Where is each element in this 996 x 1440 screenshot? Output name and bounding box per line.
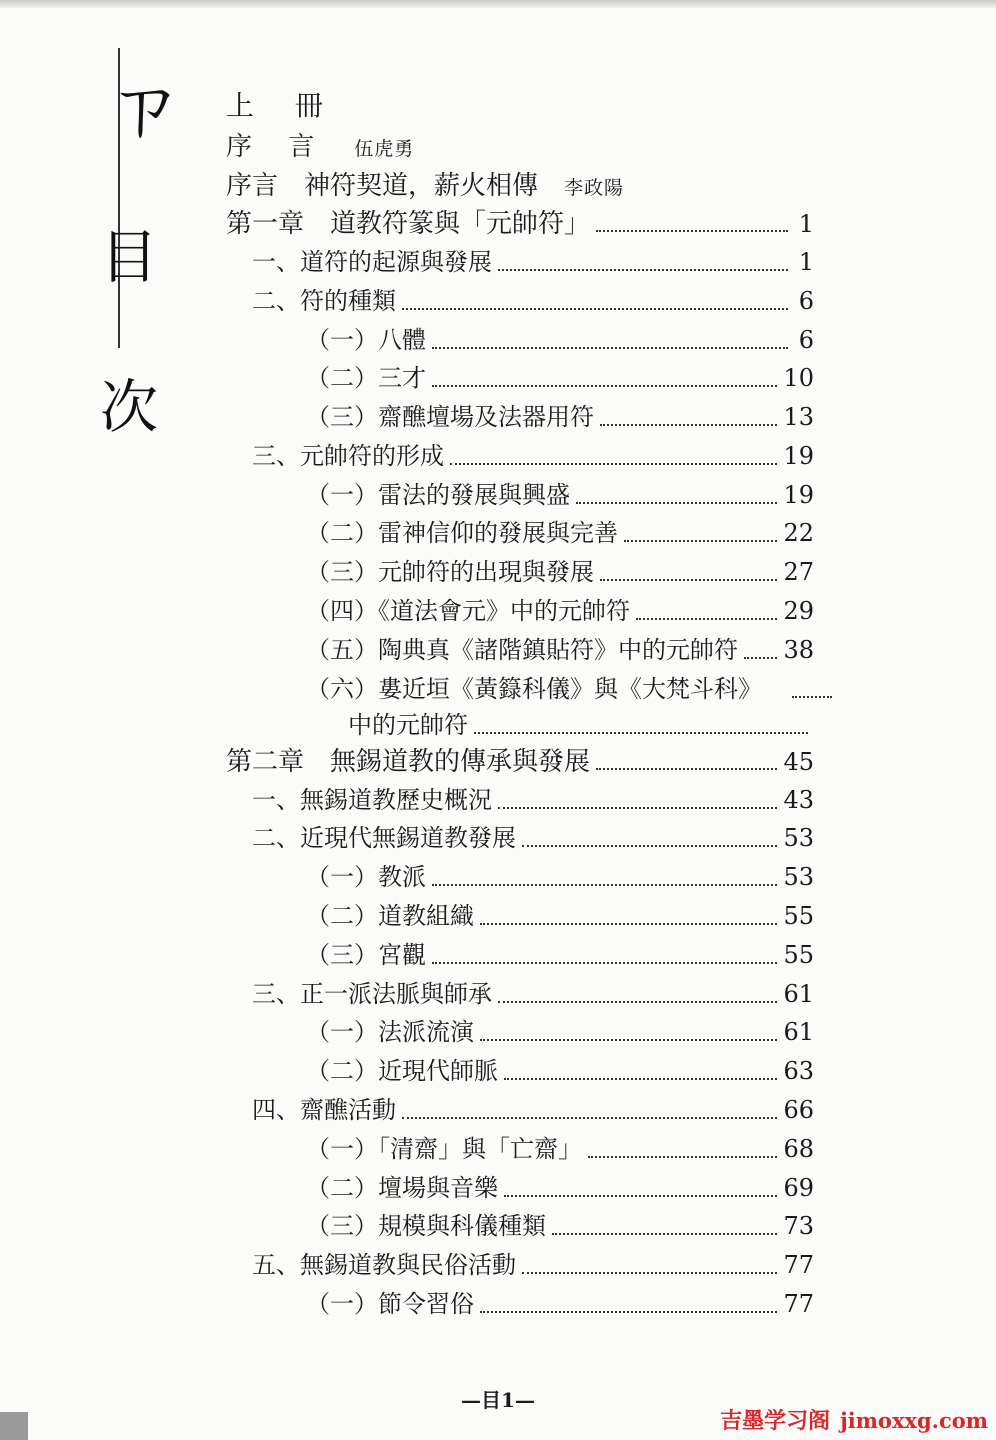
dot-leader xyxy=(480,1310,777,1313)
entry-page: 77 xyxy=(783,1251,814,1279)
dot-leader xyxy=(596,767,777,770)
dot-leader xyxy=(624,539,777,542)
entry-page: 10 xyxy=(783,364,814,392)
entry-title: 四、齋醮活動 xyxy=(252,1096,396,1124)
toc-entry-section[interactable] xyxy=(252,974,814,1010)
toc-entry-section[interactable] xyxy=(252,780,814,816)
toc-entry-chapter[interactable] xyxy=(226,741,814,777)
toc-entry-section[interactable] xyxy=(252,436,814,472)
watermark-en: jimoxxg.com xyxy=(840,1408,988,1433)
dot-leader xyxy=(636,617,777,620)
toc-entry-subsection[interactable] xyxy=(306,630,814,666)
dot-leader xyxy=(432,883,777,886)
entry-page: 13 xyxy=(783,403,814,431)
entry-title: （一）節令習俗 xyxy=(306,1290,474,1318)
entry-page: 61 xyxy=(783,980,814,1008)
toc-entry-subsection[interactable] xyxy=(306,397,814,433)
toc-entry-subsection[interactable] xyxy=(306,1051,814,1087)
toc-entry-subsection[interactable] xyxy=(306,358,814,394)
entry-title: （六）婁近垣《黃籙科儀》與《大梵斗科》 xyxy=(306,675,762,703)
dot-leader xyxy=(792,695,832,698)
dot-leader xyxy=(744,656,777,659)
entry-title: （五）陶典真《諸階鎮貼符》中的元帥符 xyxy=(306,636,738,664)
entry-page: 77 xyxy=(783,1290,814,1318)
dot-leader xyxy=(450,462,777,465)
dot-leader xyxy=(402,307,788,310)
entry-page: 22 xyxy=(783,519,814,547)
dot-leader xyxy=(588,1155,777,1158)
entry-title: 二、近現代無錫道教發展 xyxy=(252,824,516,852)
entry-page: 38 xyxy=(783,636,814,664)
toc-entry-subsection-continued[interactable] xyxy=(348,705,814,741)
entry-page: 66 xyxy=(783,1096,814,1124)
entry-page: 55 xyxy=(783,941,814,969)
entry-page: 27 xyxy=(783,558,814,586)
dot-leader xyxy=(480,1038,777,1041)
page-number-footer: —目1— xyxy=(461,1388,535,1412)
dot-leader xyxy=(474,731,808,734)
toc-entry-chapter[interactable] xyxy=(226,203,814,239)
preface-author: 伍虎勇 xyxy=(354,138,415,160)
dot-leader xyxy=(552,1232,777,1235)
toc-entry-section[interactable] xyxy=(252,1090,814,1126)
toc-entry-section[interactable] xyxy=(252,242,814,278)
entry-title: （二）近現代師脈 xyxy=(306,1057,498,1085)
dot-leader xyxy=(498,1000,777,1003)
entry-page: 55 xyxy=(783,902,814,930)
entry-page: 63 xyxy=(783,1057,814,1085)
dot-leader xyxy=(596,229,788,232)
entry-page: 68 xyxy=(783,1135,814,1163)
entry-title: （二）三才 xyxy=(306,364,426,392)
dot-leader xyxy=(432,961,777,964)
entry-page: 1 xyxy=(798,248,814,276)
entry-page: 69 xyxy=(783,1174,814,1202)
toc-entry-subsection[interactable] xyxy=(306,1206,814,1242)
entry-page: 29 xyxy=(783,597,814,625)
watermark-cn: 吉墨学习阁 xyxy=(720,1408,831,1434)
entry-title: （二）壇場與音樂 xyxy=(306,1174,498,1202)
toc-entry-section[interactable] xyxy=(252,818,814,854)
entry-title: （一）法派流演 xyxy=(306,1018,474,1046)
preface-author: 李政陽 xyxy=(564,177,625,199)
preface-title: 序言 神符契道，薪火相傳 xyxy=(226,171,539,201)
preface-row[interactable] xyxy=(226,126,414,162)
preface-row[interactable] xyxy=(226,165,624,201)
entry-page: 1 xyxy=(798,210,814,238)
dot-leader xyxy=(432,384,777,387)
dot-leader xyxy=(480,922,777,925)
entry-title: （四）《道法會元》中的元帥符 xyxy=(306,597,630,625)
entry-title: （一）雷法的發展與興盛 xyxy=(306,481,570,509)
entry-page: 53 xyxy=(783,863,814,891)
site-watermark xyxy=(720,1404,988,1435)
entry-title: 三、正一派法脈與師承 xyxy=(252,980,492,1008)
dot-leader xyxy=(600,423,777,426)
entry-title: 第二章 無錫道教的傳承與發展 xyxy=(226,747,591,777)
dot-leader xyxy=(498,268,788,271)
entry-title: （二）雷神信仰的發展與完善 xyxy=(306,519,618,547)
toc-entry-subsection[interactable] xyxy=(306,1129,814,1165)
entry-page: 43 xyxy=(783,786,814,814)
toc-entry-subsection[interactable] xyxy=(306,1168,814,1204)
entry-title: 中的元帥符 xyxy=(348,711,468,739)
toc-entry-subsection[interactable] xyxy=(306,857,814,893)
entry-title: 五、無錫道教與民俗活動 xyxy=(252,1251,516,1279)
entry-title: （一）八體 xyxy=(306,326,426,354)
entry-title: 第一章 道教符篆與「元帥符」 xyxy=(226,209,591,239)
entry-page: 19 xyxy=(783,442,814,470)
side-title-char-ci: 次 xyxy=(100,373,159,441)
dot-leader xyxy=(576,501,777,504)
dot-leader xyxy=(432,346,788,349)
entry-title: 一、無錫道教歷史概況 xyxy=(252,786,492,814)
entry-title: （三）齋醮壇場及法器用符 xyxy=(306,403,594,431)
entry-title: （二）道教組織 xyxy=(306,902,474,930)
toc-entry-subsection[interactable] xyxy=(306,513,814,549)
entry-page: 19 xyxy=(783,481,814,509)
entry-page: 45 xyxy=(783,748,814,776)
dot-leader xyxy=(504,1077,777,1080)
side-title-glyph-decoration: ㄗ xyxy=(98,66,190,150)
dot-leader xyxy=(600,578,777,581)
toc-entry-subsection[interactable] xyxy=(306,591,814,627)
toc-entry-subsection[interactable] xyxy=(306,320,814,356)
toc-entry-subsection[interactable] xyxy=(306,896,814,932)
entry-page: 61 xyxy=(783,1018,814,1046)
entry-title: 二、符的種類 xyxy=(252,287,396,315)
side-title-char-mu: 目 xyxy=(100,223,159,291)
toc-entry-subsection[interactable] xyxy=(306,475,814,511)
dot-leader xyxy=(498,806,777,809)
volume-label: 上 冊 xyxy=(226,89,339,122)
toc-entry-section[interactable] xyxy=(252,281,814,317)
entry-title: （三）元帥符的出現與發展 xyxy=(306,558,594,586)
entry-page: 53 xyxy=(783,824,814,852)
entry-page: 6 xyxy=(798,287,814,315)
dot-leader xyxy=(522,1271,777,1274)
entry-title: （三）規模與科儀種類 xyxy=(306,1212,546,1240)
entry-title: 一、道符的起源與發展 xyxy=(252,248,492,276)
scan-corner-mark xyxy=(0,1412,28,1440)
entry-page: 6 xyxy=(798,326,814,354)
toc-entry-subsection[interactable] xyxy=(306,1012,814,1048)
entry-title: 三、元帥符的形成 xyxy=(252,442,444,470)
toc-entry-subsection[interactable] xyxy=(306,669,830,705)
toc-entry-subsection[interactable] xyxy=(306,935,814,971)
toc-entry-subsection[interactable] xyxy=(306,1284,814,1320)
entry-title: （一）教派 xyxy=(306,863,426,891)
dot-leader xyxy=(504,1194,777,1197)
toc-entry-subsection[interactable] xyxy=(306,552,814,588)
preface-title: 序 言 xyxy=(226,132,329,162)
entry-title: （一）「清齋」與「亡齋」 xyxy=(306,1135,582,1163)
volume-heading xyxy=(226,84,339,120)
dot-leader xyxy=(522,844,777,847)
entry-title: （三）宮觀 xyxy=(306,941,426,969)
entry-page: 73 xyxy=(783,1212,814,1240)
toc-entry-section[interactable] xyxy=(252,1245,814,1281)
dot-leader xyxy=(402,1116,777,1119)
